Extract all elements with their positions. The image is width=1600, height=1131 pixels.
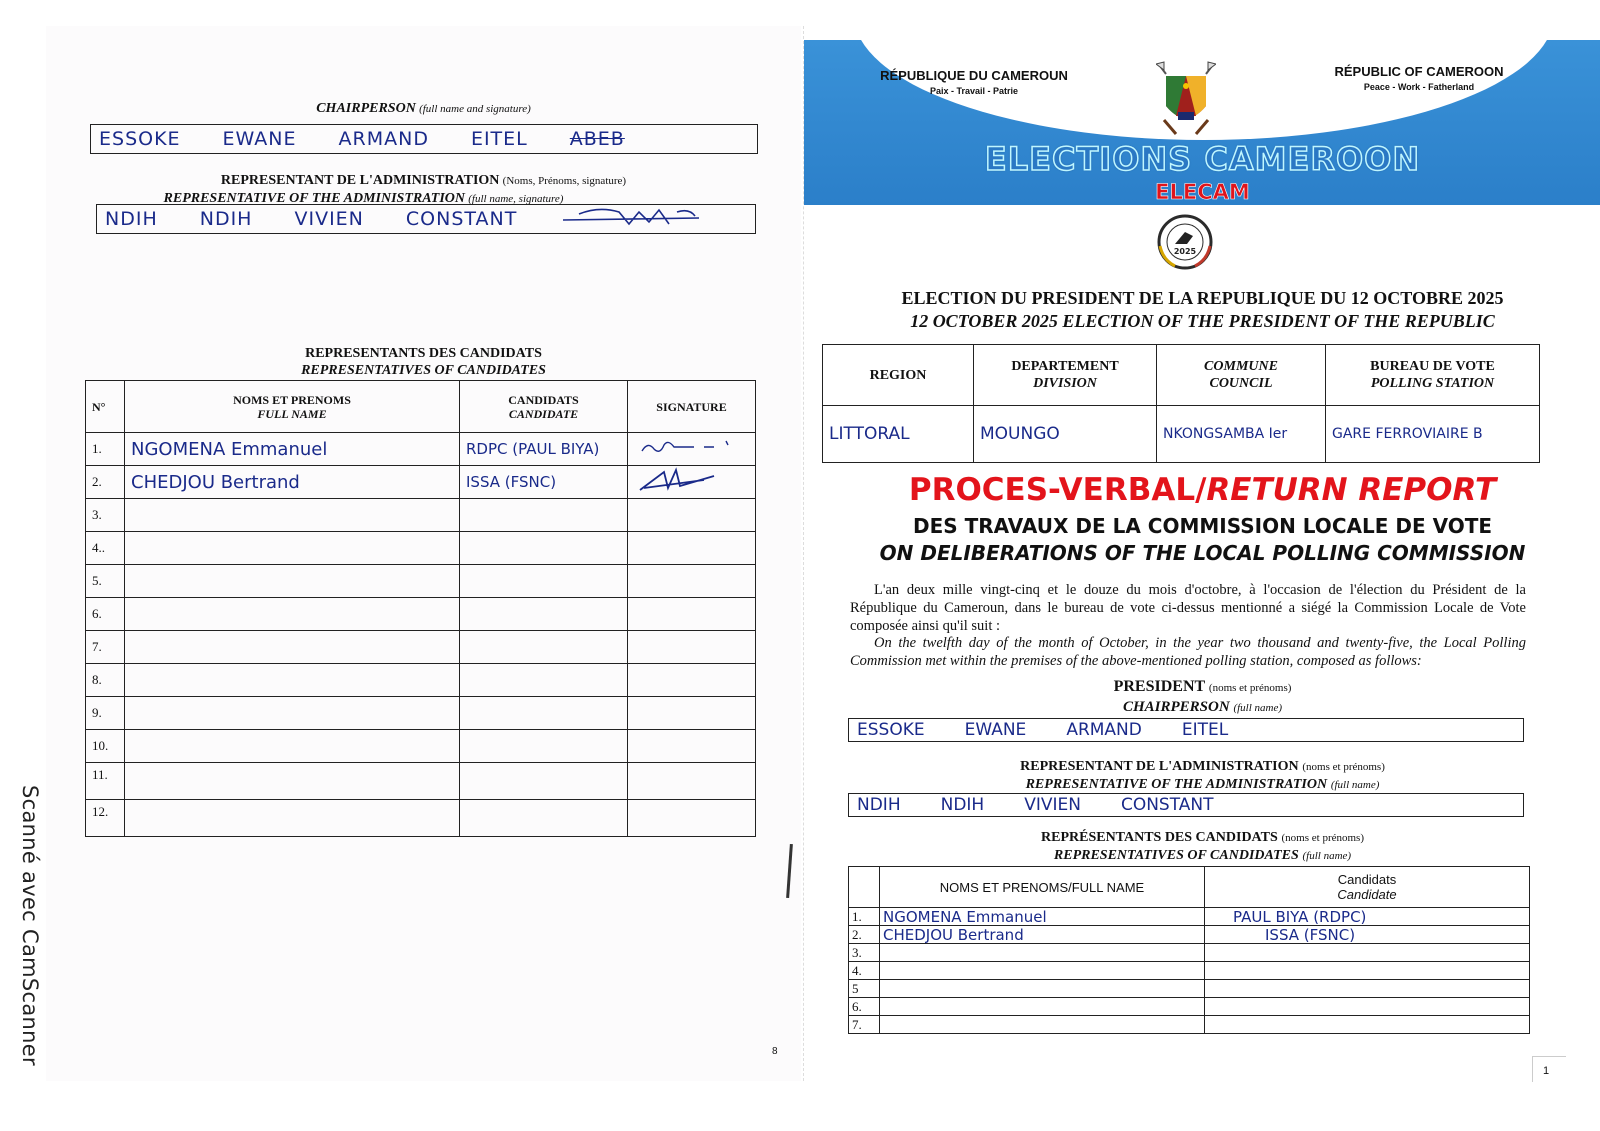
signature-scribble-icon: [634, 435, 744, 459]
rep-name-cell[interactable]: [880, 944, 1205, 962]
header-polling-station: BUREAU DE VOTE POLLING STATION: [1326, 345, 1540, 406]
rep-signature-cell[interactable]: [628, 598, 756, 631]
division-value[interactable]: MOUNGO: [974, 406, 1157, 463]
rep-signature-cell[interactable]: [628, 499, 756, 532]
rep-signature-cell[interactable]: [628, 532, 756, 565]
rep-candidate-cell[interactable]: [460, 598, 628, 631]
rep-name-cell[interactable]: [125, 800, 460, 837]
rep-name-cell[interactable]: [125, 763, 460, 800]
header-signature: SIGNATURE: [628, 381, 756, 433]
rep-name-cell[interactable]: [880, 1016, 1205, 1034]
rep-candidate-cell[interactable]: RDPC (PAUL BIYA): [460, 433, 628, 466]
rep-name-cell[interactable]: [880, 980, 1205, 998]
header-council: COMMUNE COUNCIL: [1157, 345, 1326, 406]
rep-signature-cell[interactable]: [628, 631, 756, 664]
table-row: 6.: [849, 998, 1530, 1016]
table-row: 4..: [86, 532, 756, 565]
chairperson-signature: ABEB: [569, 128, 625, 150]
candidates-title-en-right: REPRESENTATIVES OF CANDIDATES (full name): [1053, 848, 1352, 863]
rep-name-cell[interactable]: [125, 532, 460, 565]
rep-candidate-cell[interactable]: [1205, 998, 1530, 1016]
rep-name-cell[interactable]: [125, 598, 460, 631]
rep-name-cell[interactable]: [880, 998, 1205, 1016]
rep-candidate-cell[interactable]: [1205, 962, 1530, 980]
election-title-fr: ELECTION DU PRESIDENT DE LA REPUBLIQUE DU 12 OCTOBRE 2025: [901, 288, 1504, 308]
signature-scribble-icon: [634, 466, 744, 494]
elecam-header-banner: [804, 40, 1600, 205]
rep-candidate-cell[interactable]: [460, 565, 628, 598]
administration-label-en: REPRESENTATIVE OF THE ADMINISTRATION (full name, signature): [163, 191, 564, 206]
svg-text:2025: 2025: [1173, 247, 1197, 256]
rep-name-cell[interactable]: [880, 962, 1205, 980]
administration-name-field[interactable]: NDIH NDIH VIVIEN CONSTANT: [96, 204, 756, 234]
rep-name-cell[interactable]: CHEDJOU Bertrand: [125, 466, 460, 499]
candidates-title-fr-right: REPRÉSENTANTS DES CANDIDATS (noms et prénoms): [1041, 830, 1364, 845]
coat-of-arms-icon: [1156, 60, 1216, 140]
administration-label-fr-right: REPRESENTANT DE L'ADMINISTRATION (noms et prénoms): [1020, 759, 1385, 774]
report-title: PROCES-VERBAL/RETURN REPORT: [908, 472, 1497, 508]
candidates-table-right: [848, 866, 1530, 1034]
president-label-en: CHAIRPERSON (full name): [1122, 699, 1283, 715]
rep-candidate-cell[interactable]: ISSA (FSNC): [1205, 926, 1530, 944]
rep-signature-cell[interactable]: [628, 466, 756, 499]
rep-candidate-cell[interactable]: [1205, 1016, 1530, 1034]
rep-candidate-cell[interactable]: ISSA (FSNC): [460, 466, 628, 499]
header-full-name: NOMS ET PRENOMS/FULL NAME: [880, 867, 1205, 908]
rep-name-cell[interactable]: [125, 499, 460, 532]
rep-signature-cell[interactable]: [628, 697, 756, 730]
rep-name-cell[interactable]: CHEDJOU Bertrand: [880, 926, 1205, 944]
rep-signature-cell[interactable]: [628, 433, 756, 466]
administration-signature: [559, 210, 709, 228]
chairperson-name-field[interactable]: ESSOKE EWANE ARMAND EITEL ABEB: [90, 124, 758, 154]
header-region: REGION: [823, 345, 974, 406]
rep-candidate-cell[interactable]: [460, 664, 628, 697]
table-row: 2. CHEDJOU Bertrand ISSA (FSNC): [86, 466, 756, 499]
report-subtitle-fr: DES TRAVAUX DE LA COMMISSION LOCALE DE VOTE: [912, 514, 1492, 538]
page-number-right: 1: [1532, 1056, 1566, 1082]
table-row: 9.: [86, 697, 756, 730]
rep-signature-cell[interactable]: [628, 763, 756, 800]
right-page: [803, 26, 1600, 1081]
table-row: 4.: [849, 962, 1530, 980]
table-row: 7.: [86, 631, 756, 664]
table-row: 5: [849, 980, 1530, 998]
rep-candidate-cell[interactable]: [1205, 980, 1530, 998]
rep-signature-cell[interactable]: [628, 730, 756, 763]
country-name-en: RÉPUBLIC OF CAMEROON Peace - Work - Fatherland: [1334, 64, 1504, 92]
candidates-title-en: REPRESENTATIVES OF CANDIDATES: [301, 363, 546, 378]
rep-candidate-cell[interactable]: [460, 532, 628, 565]
council-value[interactable]: NKONGSAMBA Ier: [1157, 406, 1326, 463]
table-header-row: [849, 867, 1530, 908]
administration-label-fr: REPRESENTANT DE L'ADMINISTRATION (Noms, Prénoms, signature): [220, 173, 627, 188]
rep-candidate-cell[interactable]: [460, 697, 628, 730]
camscanner-watermark: Scanné avec CamScanner: [18, 785, 42, 1066]
location-table: [822, 344, 1540, 463]
paragraph-fr: L'an deux mille vingt-cinq et le douze du mois d'octobre, à l'occasion de l'élection du Président de la République du Cameroun, dans le bureau de vote ci-dessus mentionné a siégé la Commission Locale de Vote composée ainsi qu'il suit :: [850, 582, 1526, 634]
rep-signature-cell[interactable]: [628, 565, 756, 598]
header-division: DEPARTEMENT DIVISION: [974, 345, 1157, 406]
header-full-name: NOMS ET PRENOMS FULL NAME: [125, 381, 460, 433]
table-row: 1. NGOMENA Emmanuel RDPC (PAUL BIYA): [86, 433, 756, 466]
rep-name-cell[interactable]: [125, 664, 460, 697]
location-header-row: [823, 345, 1540, 406]
administration-label-en-right: REPRESENTATIVE OF THE ADMINISTRATION (full name): [1025, 777, 1380, 792]
rep-candidate-cell[interactable]: [460, 499, 628, 532]
rep-candidate-cell[interactable]: [1205, 944, 1530, 962]
president-name-field[interactable]: ESSOKE EWANE ARMAND EITEL: [848, 718, 1524, 742]
country-name-fr: RÉPUBLIQUE DU CAMEROUN Paix - Travail - Patrie: [880, 68, 1068, 96]
elections-cameroon-title: ELECTIONS CAMEROON: [984, 140, 1421, 178]
candidates-title-fr: REPRESENTANTS DES CANDIDATS: [305, 346, 542, 361]
pen-mark: [786, 844, 793, 898]
table-row: 5.: [86, 565, 756, 598]
rep-name-cell[interactable]: NGOMENA Emmanuel: [880, 908, 1205, 926]
header-num: N°: [86, 381, 125, 433]
rep-name-cell[interactable]: [125, 631, 460, 664]
page-number-left: 8: [772, 1046, 778, 1057]
administration-name-field-right[interactable]: NDIH NDIH VIVIEN CONSTANT: [848, 793, 1524, 817]
rep-name-cell[interactable]: [125, 565, 460, 598]
elecam-acronym: ELECAM: [1155, 180, 1250, 204]
table-row: 10.: [86, 730, 756, 763]
rep-name-cell[interactable]: NGOMENA Emmanuel: [125, 433, 460, 466]
table-row: 8.: [86, 664, 756, 697]
table-row: 3.: [86, 499, 756, 532]
table-header-row: [86, 381, 756, 433]
rep-candidate-cell[interactable]: [460, 730, 628, 763]
candidates-representatives-table: [85, 380, 756, 837]
rep-signature-cell[interactable]: [628, 800, 756, 837]
table-row: 1. NGOMENA Emmanuel PAUL BIYA (RDPC): [849, 908, 1530, 926]
table-row: 7.: [849, 1016, 1530, 1034]
chairperson-label: CHAIRPERSON (full name and signature): [316, 101, 531, 116]
rep-candidate-cell[interactable]: [460, 763, 628, 800]
table-row: 6.: [86, 598, 756, 631]
election-title-en: 12 OCTOBER 2025 ELECTION OF THE PRESIDENT OF THE REPUBLIC: [910, 311, 1495, 331]
table-row: 3.: [849, 944, 1530, 962]
table-row: 12.: [86, 800, 756, 837]
polling-station-value[interactable]: GARE FERROVIAIRE B: [1326, 406, 1540, 463]
table-row: 11.: [86, 763, 756, 800]
rep-candidate-cell[interactable]: PAUL BIYA (RDPC): [1205, 908, 1530, 926]
left-page: [46, 26, 801, 1081]
president-label-fr: PRESIDENT (noms et prénoms): [1113, 678, 1292, 695]
region-value[interactable]: LITTORAL: [823, 406, 974, 463]
rep-signature-cell[interactable]: [628, 664, 756, 697]
rep-name-cell[interactable]: [125, 697, 460, 730]
rep-name-cell[interactable]: [125, 730, 460, 763]
presidential-election-seal-icon: [1157, 214, 1213, 270]
header-candidate: Candidats Candidate: [1205, 867, 1530, 908]
table-row: 2. CHEDJOU Bertrand ISSA (FSNC): [849, 926, 1530, 944]
header-candidate: CANDIDATS CANDIDATE: [460, 381, 628, 433]
paragraph-en: On the twelfth day of the month of October, in the year two thousand and twenty-five, the Local Polling Commission met within the premises of the above-mentioned polling station, composed as follows:: [850, 635, 1526, 669]
location-values-row: [823, 406, 1540, 463]
rep-candidate-cell[interactable]: [460, 631, 628, 664]
rep-candidate-cell[interactable]: [460, 800, 628, 837]
report-subtitle-en: ON DELIBERATIONS OF THE LOCAL POLLING COMMISSION: [879, 541, 1526, 565]
